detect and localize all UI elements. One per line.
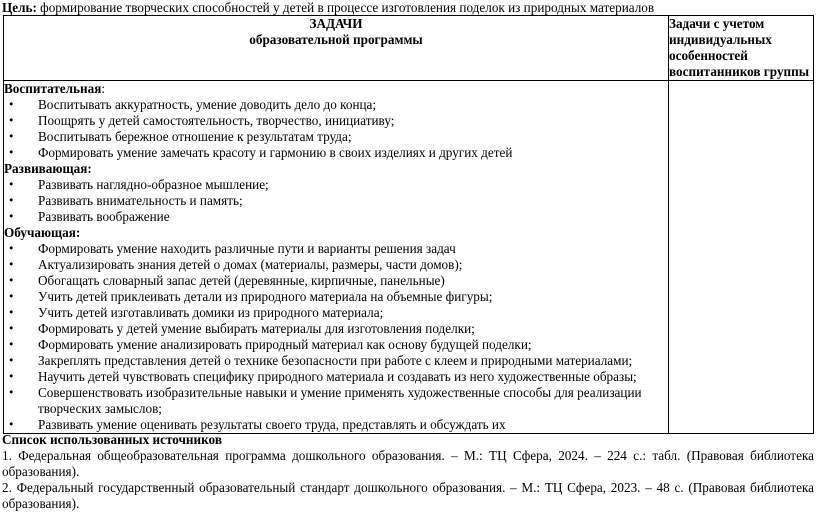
individual-tasks-cell <box>669 81 814 434</box>
list-item: • Воспитывать бережное отношение к результатам труда; <box>4 129 668 145</box>
list-item: • Обогащать словарный запас детей (деревянные, кирпичные, панельные) <box>4 273 668 289</box>
section-title-teaching: Обучающая: <box>4 225 81 240</box>
list-item: • Научить детей чувствовать специфику природного материала и создавать из него художественные образы; <box>4 369 668 385</box>
source-item: 2. Федеральный государственный образовательный стандарт дошкольного образования. – М.: ТЦ Сфера, 2023. – 48 с. (Правовая библиотека образования). <box>2 480 814 511</box>
upbringing-list <box>4 97 668 161</box>
list-item: • Учить детей изготавливать домики из природного материала; <box>4 305 668 321</box>
content-row <box>4 81 814 434</box>
section-title-text: Воспитательная <box>4 81 102 96</box>
section-title-upbringing <box>4 81 668 97</box>
list-item: • Развивать умение оценивать результаты своего труда, представлять и обсуждать их <box>4 417 668 433</box>
list-item: • Воспитывать аккуратность, умение доводить дело до конца; <box>4 97 668 113</box>
list-item: • Закреплять представления детей о технике безопасности при работе с клеем и природными материалами; <box>4 353 668 369</box>
goal-line <box>2 0 814 16</box>
header-tasks <box>4 16 669 81</box>
list-item: • Формировать умение анализировать природный материал как основу будущей поделки; <box>4 337 668 353</box>
list-item: • Формировать умение находить различные пути и варианты решения задач <box>4 241 668 257</box>
header-row <box>4 16 814 81</box>
tasks-cell <box>4 81 669 434</box>
teaching-list <box>4 241 668 433</box>
list-item: • Развивать внимательность и память; <box>4 193 668 209</box>
list-item: • Учить детей приклеивать детали из природного материала на объемные фигуры; <box>4 289 668 305</box>
goal-text: формирование творческих способностей у детей в процессе изготовления поделок из природных материалов <box>36 0 655 15</box>
header-tasks-line2: образовательной программы <box>249 32 423 47</box>
sources-title: Список использованных источников <box>2 432 222 447</box>
header-tasks-line1: ЗАДАЧИ <box>309 16 363 31</box>
list-item: • Поощрять у детей самостоятельность, творчество, инициативу; <box>4 113 668 129</box>
list-item: • Формировать у детей умение выбирать материалы для изготовления поделки; <box>4 321 668 337</box>
list-item: • Формировать умение замечать красоту и гармонию в своих изделиях и других детей <box>4 145 668 161</box>
list-item: • Актуализировать знания детей о домах (материалы, размеры, части домов); <box>4 257 668 273</box>
list-item: • Совершенствовать изобразительные навыки и умение применять художественные способы для реализации творческих замыслов; <box>4 385 668 417</box>
goal-label: Цель: <box>2 0 37 15</box>
section-title-suffix: : <box>101 81 106 96</box>
developing-list <box>4 177 668 225</box>
section-title-developing: Развивающая: <box>4 161 92 176</box>
tasks-table <box>3 15 814 434</box>
sources-section <box>2 432 814 512</box>
header-individual: Задачи с учетом индивидуальных особенностей воспитанников группы <box>669 16 814 81</box>
list-item: • Развивать наглядно-образное мышление; <box>4 177 668 193</box>
list-item: • Развивать воображение <box>4 209 668 225</box>
source-item: 1. Федеральная общеобразовательная программа дошкольного образования. – М.: ТЦ Сфера, 2024. – 224 с.: табл. (Правовая библиотека образования). <box>2 448 814 479</box>
